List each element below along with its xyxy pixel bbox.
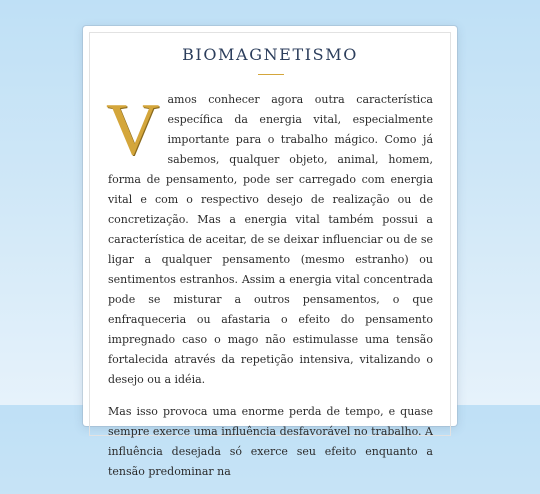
article-body (108, 90, 433, 494)
page-title: BIOMAGNETISMO (182, 45, 358, 64)
title-underline (258, 74, 284, 75)
paragraph-text: amos conhecer agora outra característica específica da energia vital, especialmente importante para o trabalho mágico. Como já sabemos, qualquer objeto, animal, homem, forma de pensamento, pode ser carregado com energia vital e com o respectivo desejo de realização ou de concretização. Mas a energia vital também possui a característica de aceitar, de se deixar influenciar ou de se ligar a qualquer pensamento (mesmo estranho) ou sentimentos estranhos. Assim a energia vital concentrada pode se misturar a outros pensamentos, o que enfraqueceria ou afastaria o efeito do pensamento impregnado caso o mago não estimulasse uma tensão fortalecida através da repetição intensiva, vitalizando o desejo ou a idéia. (108, 93, 433, 386)
paragraph: Mas isso provoca uma enorme perda de tempo, e quase sempre exerce uma influência desfavorável no trabalho. A influência desejada só exerce seu efeito enquanto a tensão predominar na (108, 405, 433, 478)
drop-cap: V (106, 89, 160, 171)
document-page (83, 26, 457, 478)
paragraph (108, 90, 433, 390)
